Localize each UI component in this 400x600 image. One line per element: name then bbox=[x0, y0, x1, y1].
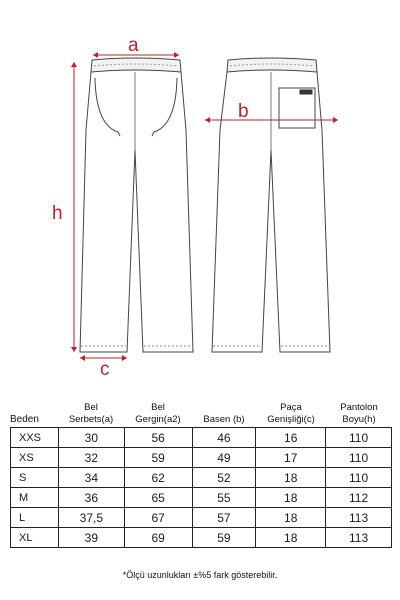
table-cell: 46 bbox=[192, 428, 256, 448]
size-cell: M bbox=[11, 488, 59, 508]
table-cell: 18 bbox=[256, 528, 326, 548]
header-beden bbox=[10, 414, 58, 426]
pants-back-view bbox=[212, 58, 330, 352]
header-paca bbox=[256, 402, 326, 426]
dimension-label-b: b bbox=[238, 101, 249, 122]
header-bel-serbest bbox=[58, 402, 124, 426]
size-cell: L bbox=[11, 508, 59, 528]
table-row bbox=[11, 468, 392, 488]
table-cell: 113 bbox=[326, 528, 392, 548]
table-cell: 30 bbox=[58, 428, 124, 448]
table-cell: 112 bbox=[326, 488, 392, 508]
table-cell: 110 bbox=[326, 448, 392, 468]
dimension-label-a: a bbox=[128, 35, 139, 56]
table-row bbox=[11, 428, 392, 448]
table-cell: 32 bbox=[58, 448, 124, 468]
table-cell: 59 bbox=[124, 448, 192, 468]
table-cell: 39 bbox=[58, 528, 124, 548]
header-paca-line2: Genişliği(c) bbox=[267, 414, 315, 425]
header-pantolon-line1: Pantolon bbox=[340, 402, 378, 413]
table-cell: 59 bbox=[192, 528, 256, 548]
table-cell: 52 bbox=[192, 468, 256, 488]
size-table bbox=[10, 427, 392, 548]
table-cell: 18 bbox=[256, 468, 326, 488]
table-cell: 56 bbox=[124, 428, 192, 448]
size-cell: S bbox=[11, 468, 59, 488]
measurement-footnote: *Ölçü uzunlukları ±%5 fark gösterebilir. bbox=[122, 570, 278, 580]
table-cell: 62 bbox=[124, 468, 192, 488]
header-bel-gergin-line1: Bel bbox=[151, 402, 165, 413]
table-row bbox=[11, 508, 392, 528]
table-cell: 57 bbox=[192, 508, 256, 528]
table-cell: 49 bbox=[192, 448, 256, 468]
header-bel-gergin-line2: Gergin(a2) bbox=[135, 414, 181, 425]
table-cell: 113 bbox=[326, 508, 392, 528]
table-cell: 110 bbox=[326, 428, 392, 448]
dimension-label-h: h bbox=[52, 203, 63, 224]
table-cell: 36 bbox=[58, 488, 124, 508]
table-row bbox=[11, 528, 392, 548]
table-row bbox=[11, 448, 392, 468]
table-cell: 18 bbox=[256, 508, 326, 528]
header-paca-line1: Paça bbox=[280, 402, 302, 413]
header-pantolon-line2: Boyu(h) bbox=[342, 414, 376, 425]
header-basen bbox=[192, 414, 256, 426]
size-cell: XS bbox=[11, 448, 59, 468]
header-beden-text: Beden bbox=[10, 414, 39, 425]
size-cell: XL bbox=[11, 528, 59, 548]
measurement-lines bbox=[71, 52, 338, 361]
header-bel-serbest-line1: Bel bbox=[84, 402, 98, 413]
table-cell: 17 bbox=[256, 448, 326, 468]
header-bel-gergin bbox=[124, 402, 192, 426]
table-cell: 34 bbox=[58, 468, 124, 488]
header-basen-text: Basen (b) bbox=[203, 414, 245, 425]
pants-front-view bbox=[80, 58, 193, 352]
size-table-header bbox=[10, 384, 394, 426]
table-cell: 69 bbox=[124, 528, 192, 548]
table-row bbox=[11, 488, 392, 508]
table-cell: 55 bbox=[192, 488, 256, 508]
header-bel-serbest-line2: Serbets(a) bbox=[68, 414, 114, 425]
table-cell: 37,5 bbox=[58, 508, 124, 528]
table-cell: 16 bbox=[256, 428, 326, 448]
size-chart bbox=[10, 384, 394, 548]
table-cell: 110 bbox=[326, 468, 392, 488]
dimension-label-c: c bbox=[100, 359, 110, 380]
table-cell: 67 bbox=[124, 508, 192, 528]
table-cell: 18 bbox=[256, 488, 326, 508]
size-cell: XXS bbox=[11, 428, 59, 448]
table-cell: 65 bbox=[124, 488, 192, 508]
header-pantolon-boyu bbox=[326, 402, 392, 426]
